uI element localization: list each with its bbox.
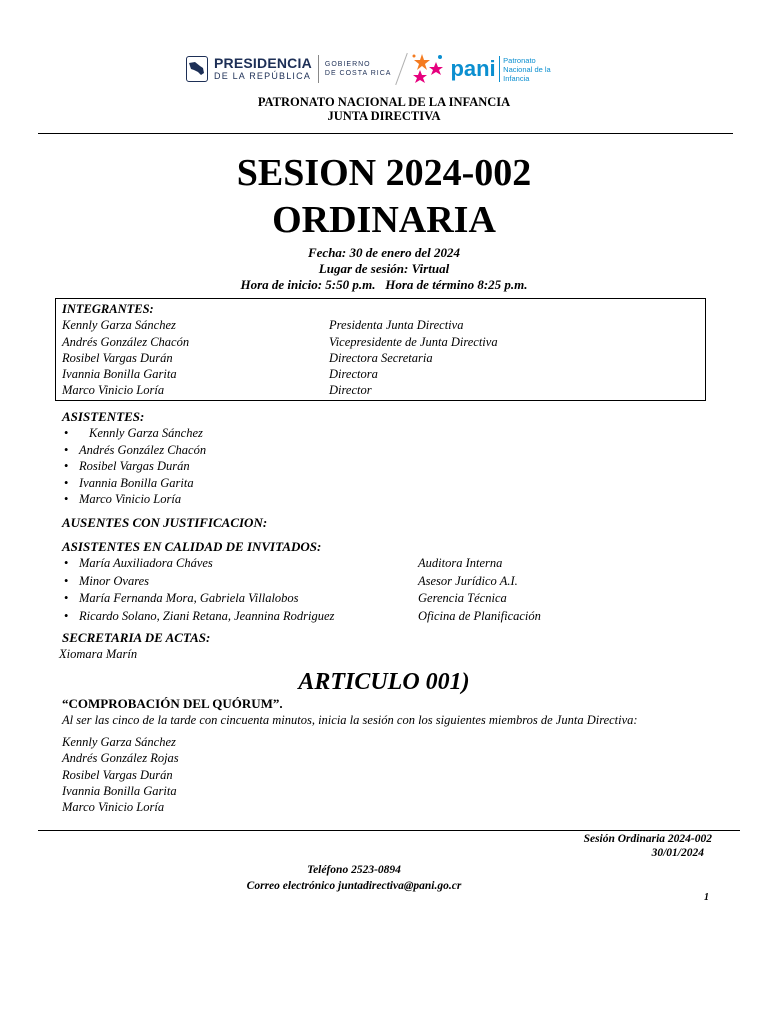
list-item: Rosibel Vargas Durán <box>62 767 173 782</box>
footer-contact <box>0 862 768 894</box>
attendees-heading: ASISTENTES: <box>62 409 145 424</box>
pani-wordmark: pani <box>450 56 496 81</box>
member-name: Rosibel Vargas Durán <box>62 350 173 365</box>
member-role: Directora <box>329 367 378 382</box>
guest-role: Asesor Jurídico A.I. <box>418 573 518 588</box>
logo-divider <box>318 55 319 83</box>
pani-sub-line1: Patronato <box>503 55 536 65</box>
member-role: Directora Secretaria <box>329 350 433 365</box>
gobierno-line1: GOBIERNO <box>324 61 371 68</box>
gobierno-logo <box>325 60 392 78</box>
guests-list <box>62 555 334 625</box>
footer-email: Correo electrónico juntadirectiva@pani.go.cr <box>246 880 462 892</box>
quorum-members <box>62 734 179 815</box>
attendees-list <box>62 425 206 508</box>
list-item: • Ricardo Solano, Ziani Retana, Jeannina Rodriguez <box>62 608 334 626</box>
list-item: Marco Vinicio Loría <box>62 800 165 815</box>
organization-heading <box>0 95 768 123</box>
absent-heading: AUSENTES CON JUSTIFICACION: <box>62 515 268 530</box>
secretary-heading: SECRETARIA DE ACTAS: <box>62 630 211 645</box>
member-role: Presidenta Junta Directiva <box>329 318 464 333</box>
members-heading: INTEGRANTES: <box>62 302 154 316</box>
header-rule <box>38 133 733 134</box>
footer-date: 30/01/2024 <box>651 847 704 859</box>
member-name: Marco Vinicio Loría <box>62 383 165 398</box>
members-box <box>55 298 706 401</box>
list-item: • Rosibel Vargas Durán <box>62 458 206 475</box>
guests-roles <box>418 555 541 625</box>
list-item: • Andrés González Chacón <box>62 442 206 459</box>
guest-role: Gerencia Técnica <box>418 591 507 605</box>
footer-session-info <box>584 832 712 860</box>
session-title: SESION 2024-002 <box>236 152 532 194</box>
member-name: Andrés González Chacón <box>62 334 190 349</box>
article-subtitle: “COMPROBACIÓN DEL QUÓRUM”. <box>62 696 283 711</box>
article-intro: Al ser las cinco de la tarde con cincuenta minutos, inicia la sesión con los siguientes miembros de Junta Directiva: <box>62 713 638 727</box>
presidencia-logo <box>186 56 312 82</box>
org-unit: JUNTA DIRECTIVA <box>327 109 441 123</box>
session-place: Lugar de sesión: Virtual <box>318 261 450 276</box>
member-row <box>62 350 699 366</box>
gobierno-line2: DE COSTA RICA <box>324 70 392 77</box>
pani-sub-line3: Infancia <box>503 73 530 83</box>
guest-role: Auditora Interna <box>418 556 503 570</box>
pani-sub-line2: Nacional de la <box>503 64 551 74</box>
article-title: ARTICULO 001) <box>298 669 470 695</box>
list-item: • María Fernanda Mora, Gabriela Villalobos <box>62 590 334 608</box>
pani-stars-icon <box>410 52 448 86</box>
session-meta <box>0 245 768 293</box>
footer-rule <box>38 830 740 831</box>
session-date: Fecha: 30 de enero del 2024 <box>307 245 460 260</box>
header-logos <box>186 50 551 88</box>
member-row <box>62 366 699 382</box>
costa-rica-map-icon <box>186 56 208 82</box>
member-row <box>62 317 699 333</box>
secretary-name: Xiomara Marín <box>59 647 138 661</box>
list-item: Ivannia Bonilla Garita <box>62 783 177 798</box>
guest-role: Oficina de Planificación <box>418 608 541 623</box>
session-type: ORDINARIA <box>272 199 496 241</box>
logo-slash-divider <box>396 53 409 85</box>
guests-heading: ASISTENTES EN CALIDAD DE INVITADOS: <box>62 539 322 554</box>
list-item: Kennly Garza Sánchez <box>62 735 176 749</box>
session-hours: Hora de inicio: 5:50 p.m. Hora de término 8:25 p.m. <box>240 277 528 292</box>
page-number: 1 <box>704 892 709 903</box>
pani-divider <box>499 56 501 82</box>
member-row <box>62 382 699 398</box>
member-name: Kennly Garza Sánchez <box>62 318 176 333</box>
list-item: • Marco Vinicio Loría <box>62 491 206 508</box>
list-item: • María Auxiliadora Cháves <box>62 555 334 573</box>
org-name: PATRONATO NACIONAL DE LA INFANCIA <box>257 95 511 109</box>
presidencia-subtitle: DE LA REPÚBLICA <box>214 71 312 81</box>
member-role: Vicepresidente de Junta Directiva <box>329 334 498 349</box>
member-role: Director <box>329 383 372 398</box>
footer-phone: Teléfono 2523-0894 <box>307 864 401 876</box>
footer-session: Sesión Ordinaria 2024-002 <box>583 833 712 845</box>
member-name: Ivannia Bonilla Garita <box>62 367 177 382</box>
list-item: Andrés González Rojas <box>62 751 179 766</box>
pani-logo <box>410 52 550 86</box>
list-item: • Kennly Garza Sánchez <box>62 425 206 442</box>
list-item: • Minor Ovares <box>62 573 334 591</box>
list-item: • Ivannia Bonilla Garita <box>62 475 206 492</box>
member-row <box>62 334 699 350</box>
presidencia-title: PRESIDENCIA <box>214 55 312 71</box>
